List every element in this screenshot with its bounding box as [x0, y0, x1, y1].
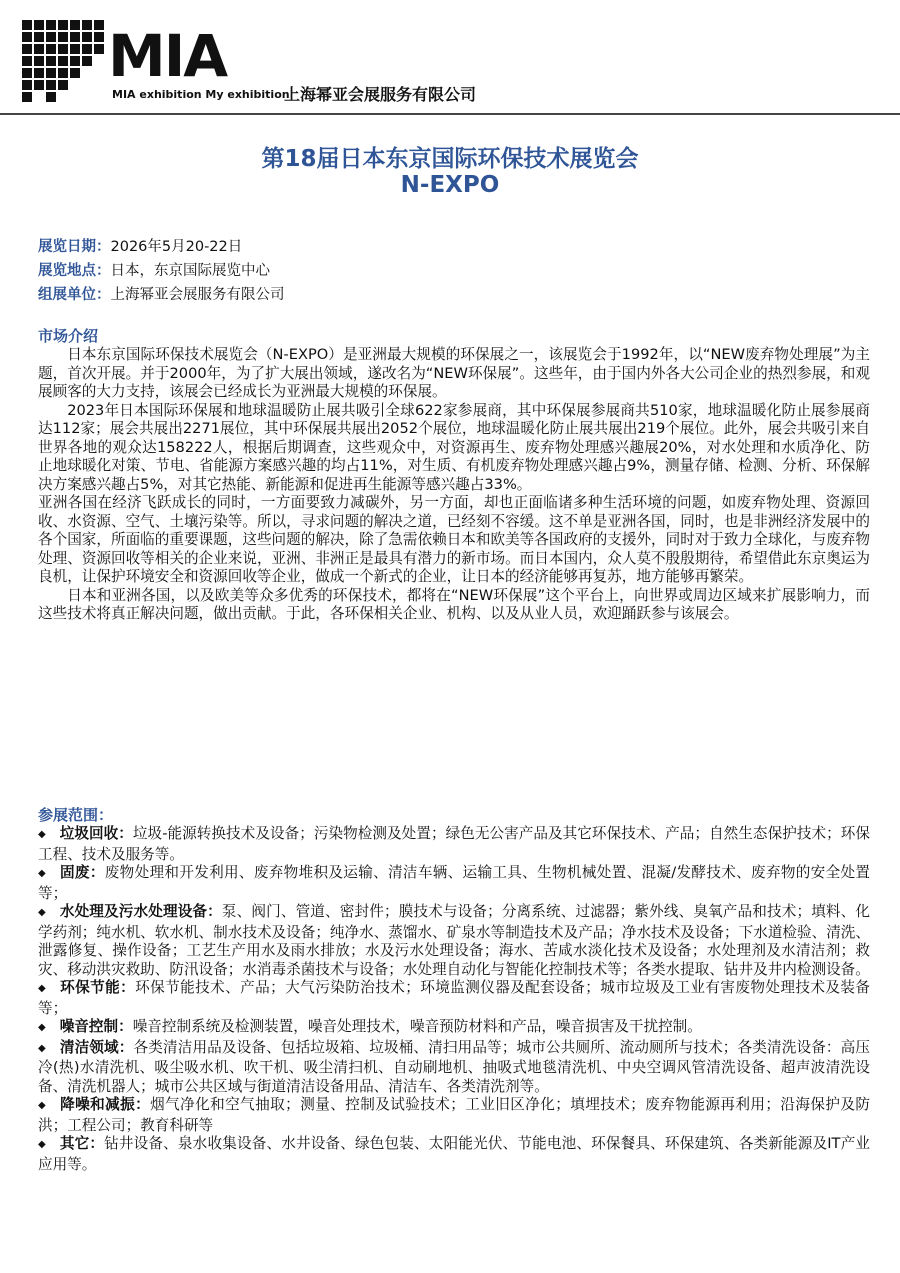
logo-grid-square — [58, 56, 68, 66]
scope-item — [38, 903, 870, 979]
logo-grid-square — [70, 32, 80, 42]
scope-item-text: 烟气净化和空气抽取；测量、控制及试验技术；工业旧区净化；填埋技术；废弃物能源再利用；沿海保护及防洪；工程公司；教育科研等 — [38, 1096, 870, 1134]
logo-grid-square — [34, 32, 44, 42]
scope-item-name: 固废： — [60, 864, 105, 881]
scope-heading: 参展范围： — [38, 806, 114, 824]
market-paragraph-2: 2023年日本国际环保展和地球温暖防止展共吸引全球622家参展商，其中环保展参展商共510家，地球温暖化防止展参展商达112家；展会共展出2271展位，其中环保展共展出2052个展位，地球温暖化防止展共展出219个展位。此外，展会共吸引来自世界各地的观众达158222人，根据后期调查，这些观众中，对资源再生、废弃物处理感兴趣展20%，对水处理和水质净化、防止地球暖化对策、节电、省能源方案感兴趣的均占11%，对生质、有机废弃物处理感兴趣占9%，测量存储、检测、分析、环保解决方案感兴趣占5%，对其它热能、新能源和促进再生能源等感兴趣占33%。 — [38, 401, 870, 493]
scope-list — [38, 825, 870, 1174]
market-paragraph-1: 日本东京国际环保技术展览会（N-EXPO）是亚洲最大规模的环保展之一，该展览会于1992年，以“NEW废弃物处理展”为主题，首次开展。并于2000年，为了扩大展出领域，遂改名为“NEW环保展”。这些年，由于国内外各大公司企业的热烈参展，和观展顾客的大力支持，该展会已经成长为亚洲最大规模的环保展。 — [38, 346, 870, 400]
logo-grid-square — [82, 20, 92, 30]
logo-grid-square — [70, 56, 80, 66]
diamond-bullet-icon: ◆ — [38, 829, 46, 840]
logo-grid-square — [46, 20, 56, 30]
info-organizer — [38, 283, 285, 304]
logo-grid-square — [46, 56, 56, 66]
logo-grid-square — [34, 68, 44, 78]
logo-grid-square — [58, 32, 68, 42]
market-paragraph-4: 日本和亚洲各国，以及欧美等众多优秀的环保技术，都将在“NEW环保展”这个平台上，向世界或周边区域来扩展影响力，而这些技术将真正解决问题，做出贡献。于此，各环保相关企业、机构、以及从业人员，欢迎踊跃参与该展会。 — [38, 586, 870, 622]
info-date — [38, 235, 242, 256]
scope-item — [38, 1018, 870, 1039]
scope-item — [38, 1096, 870, 1135]
scope-item-text: 泵、阀门、管道、密封件；膜技术与设备；分离系统、过滤器；紫外线、臭氧产品和技术；填料、化学药剂；纯水机、软水机、制水技术及设备；纯净水、蒸馏水、矿泉水等制造技术及产品；净水技术及设备；下水道检验、清洗、泄露修复、操作设备；工艺生产用水及雨水排放；水及污水处理设备；海水、苦咸水淡化技术及设备；水处理剂及水清洁剂；救灾、移动洪灾救助、防汛设备；水消毒杀菌技术与设备；水处理自动化与智能化控制技术等；各类水提取、钻井及井内检测设备。 — [38, 903, 870, 978]
logo-wordmark: MIA — [108, 22, 227, 90]
scope-item-name: 噪音控制： — [59, 1018, 133, 1035]
scope-item — [38, 864, 870, 903]
logo-grid-square — [58, 80, 68, 90]
logo-grid-square — [46, 32, 56, 42]
scope-item-text: 各类清洁用品及设备、包括垃圾箱、垃圾桶、清扫用品等；城市公共厕所、流动厕所与技术；各类清洗设备：高压冷(热)水清洗机、吸尘吸水机、吹干机、吸尘清扫机、自动刷地机、抽吸式地毯清洗机、中央空调风管清洗设备、超声波清洗设备、清洗机器人；城市公共区域与街道清洁设备用品、清洁车、各类清洗剂等。 — [38, 1038, 870, 1095]
logo-grid-square — [22, 20, 32, 30]
scope-item-text: 废物处理和开发利用、废弃物堆积及运输、清洁车辆、运输工具、生物机械处置、混凝/发酵技术、废弃物的安全处置等； — [38, 864, 870, 902]
scope-item — [38, 825, 870, 864]
logo-grid-square — [70, 44, 80, 54]
diamond-bullet-icon: ◆ — [38, 907, 46, 918]
market-heading: 市场介绍 — [38, 327, 99, 345]
logo-grid-square — [82, 44, 92, 54]
scope-item — [38, 979, 870, 1018]
scope-item-text: 环保节能技术、产品；大气污染防治技术；环境监测仪器及配套设备；城市垃圾及工业有害废物处理技术及装备等； — [38, 979, 870, 1017]
scope-item — [38, 1039, 870, 1097]
scope-item-text: 钻井设备、泉水收集设备、水井设备、绿色包装、太阳能光伏、节能电池、环保餐具、环保建筑、各类新能源及IT产业应用等。 — [38, 1135, 870, 1173]
page-header — [22, 20, 882, 112]
scope-item — [38, 1135, 870, 1174]
exhibition-title: 第18届日本东京国际环保技术展览会 — [261, 146, 639, 172]
logo-grid-square — [22, 92, 32, 102]
scope-item-name: 垃圾回收： — [59, 825, 133, 842]
scope-item-text: 垃圾-能源转换技术及设备；污染物检测及处置；绿色无公害产品及其它环保技术、产品；自然生态保护技术；环保工程、技术及服务等。 — [38, 825, 870, 863]
logo-grid-square — [46, 80, 56, 90]
logo-grid-square — [70, 68, 80, 78]
market-paragraph-3: 亚洲各国在经济飞跃成长的同时，一方面要致力减碳外，另一方面，却也正面临诸多种生活环境的问题，如废弃物处理、资源回收、水资源、空气、土壤污染等。所以，寻求问题的解决之道，已经刻不容缓。这不单是亚洲各国，同时，也是非洲经济发展中的各个国家，所面临的重要课题，这些问题的解决，除了急需依赖日本和欧美等各国政府的支援外，同时对于致力全球化，与废弃物处理、资源回收等相关的企业来说，亚洲、非洲正是最具有潜力的新市场。而日本国内，众人莫不殷殷期待，希望借此东京奥运为良机，让保护环境安全和资源回收等企业，做成一个新式的企业，让日本的经济能够再复苏，地方能够再繁荣。 — [38, 494, 870, 585]
scope-item-name: 环保节能： — [60, 979, 136, 996]
logo-grid-square — [58, 20, 68, 30]
logo-grid-square — [46, 68, 56, 78]
logo-grid-square — [22, 44, 32, 54]
info-organizer-value: 上海幂亚会展服务有限公司 — [110, 287, 285, 303]
exhibition-subtitle: N-EXPO — [400, 172, 500, 198]
header-divider — [0, 113, 900, 115]
logo-grid-square — [58, 68, 68, 78]
diamond-bullet-icon: ◆ — [38, 1139, 46, 1150]
info-venue-value: 日本，东京国际展览中心 — [110, 263, 270, 279]
diamond-bullet-icon: ◆ — [38, 1100, 47, 1111]
info-date-value: 2026年5月20-22日 — [110, 239, 243, 255]
logo-grid-square — [34, 20, 44, 30]
company-name: 上海幂亚会展服务有限公司 — [284, 85, 477, 104]
logo-grid-square — [82, 56, 92, 66]
scope-item-name: 降噪和减振： — [60, 1096, 151, 1113]
logo-grid-square — [94, 32, 104, 42]
logo-tagline: MIA exhibition My exhibition — [112, 88, 290, 101]
logo-grid-square — [22, 32, 32, 42]
info-date-label: 展览日期： — [38, 239, 111, 255]
logo-grid-square — [94, 44, 104, 54]
info-organizer-label: 组展单位： — [38, 287, 111, 303]
info-venue — [38, 259, 270, 280]
diamond-bullet-icon: ◆ — [38, 1022, 46, 1033]
logo-grid-square — [22, 80, 32, 90]
scope-item-text: 噪音控制系统及检测装置，噪音处理技术，噪音预防材料和产品，噪音损害及干扰控制。 — [132, 1018, 702, 1035]
diamond-bullet-icon: ◆ — [38, 868, 47, 879]
diamond-bullet-icon: ◆ — [38, 1042, 46, 1054]
logo-grid-square — [46, 92, 56, 102]
diamond-bullet-icon: ◆ — [38, 983, 47, 994]
logo-grid-square — [70, 20, 80, 30]
scope-item-name: 清洁领域： — [59, 1038, 134, 1056]
logo-grid-square — [34, 56, 44, 66]
scope-item-name: 水处理及污水处理设备： — [59, 903, 222, 920]
market-body — [38, 346, 870, 624]
logo-grid-icon — [22, 20, 104, 100]
logo-grid-square — [34, 80, 44, 90]
info-venue-label: 展览地点： — [38, 263, 111, 279]
logo-grid-square — [34, 44, 44, 54]
logo-grid-square — [22, 68, 32, 78]
logo-grid-square — [94, 20, 104, 30]
logo-grid-square — [58, 44, 68, 54]
logo-grid-square — [46, 44, 56, 54]
scope-item-name: 其它： — [59, 1135, 105, 1152]
logo-grid-square — [82, 32, 92, 42]
logo-grid-square — [22, 56, 32, 66]
